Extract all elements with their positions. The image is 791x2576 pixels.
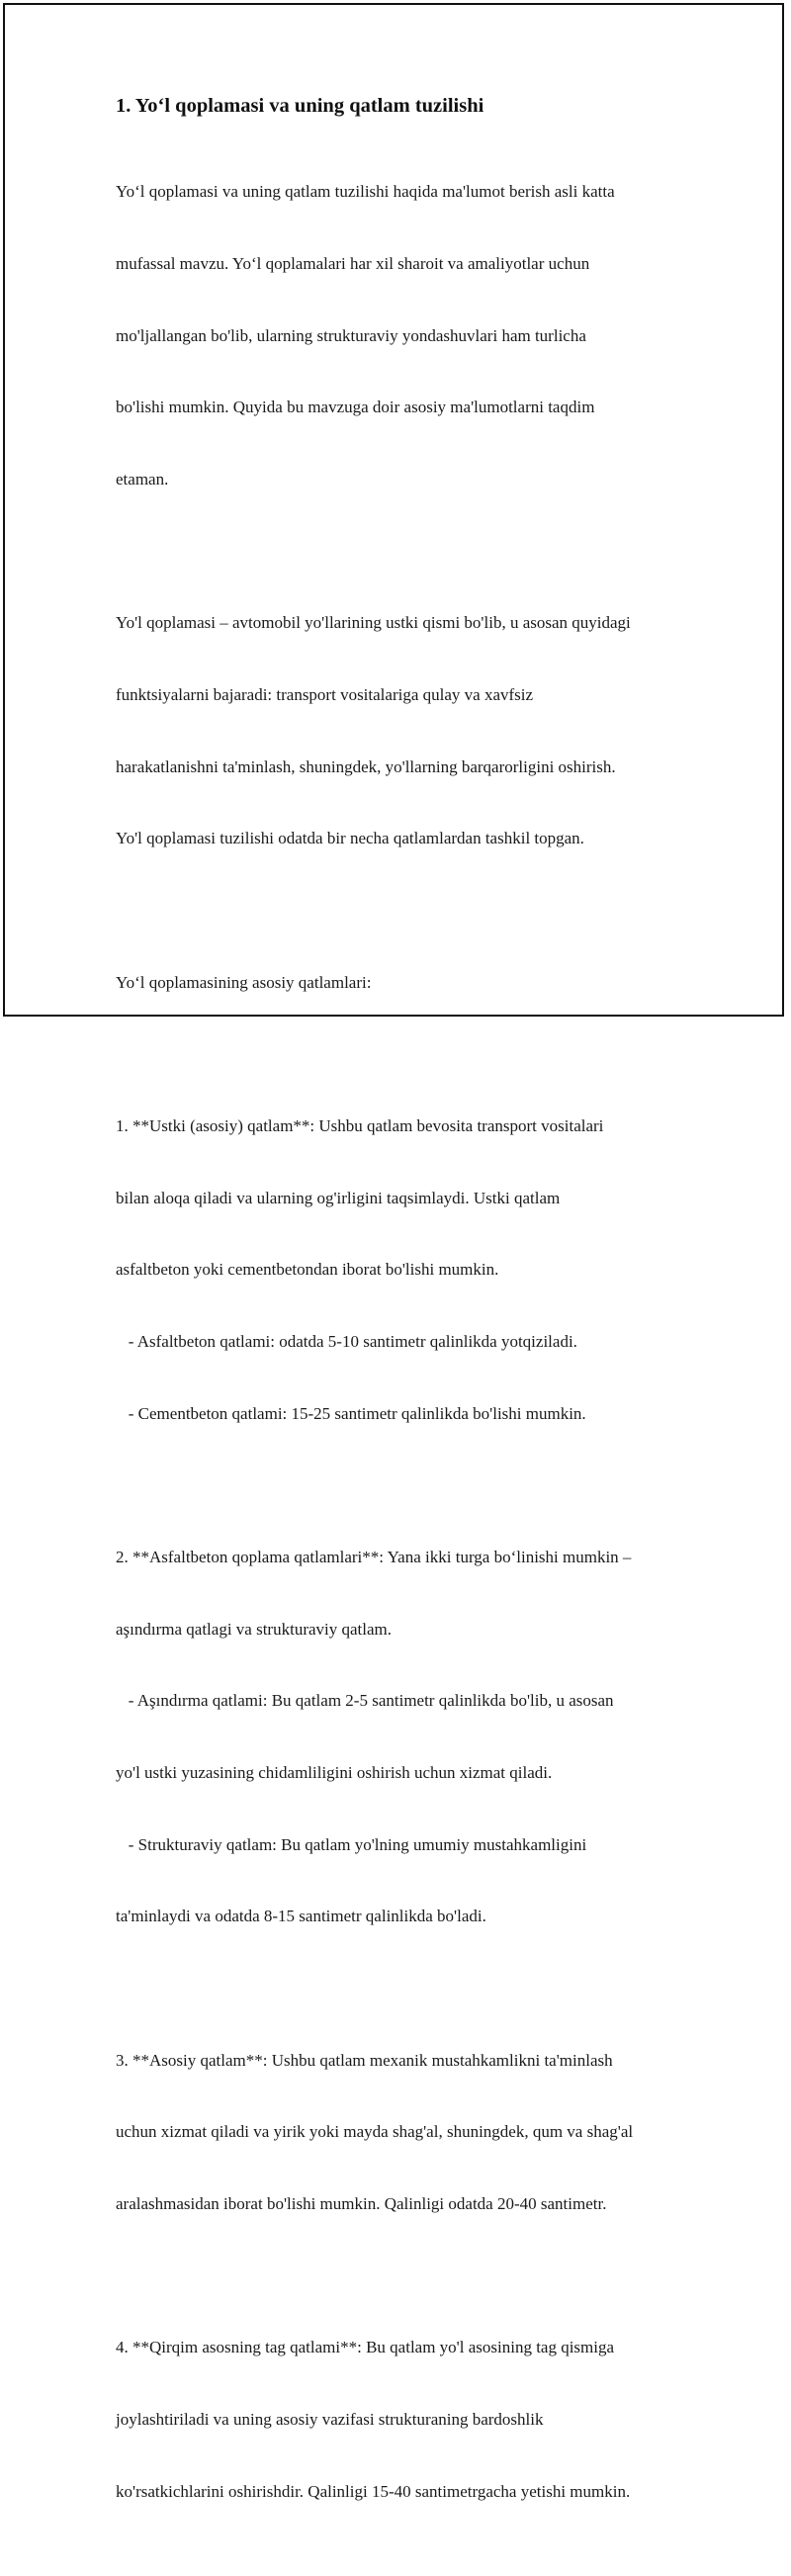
document-body <box>116 93 689 2576</box>
text-line: ko'rsatkichlarini oshirishdir. Qalinligi 15-40 santimetrgacha yetishi mumkin. <box>116 2481 631 2501</box>
list-item-2 <box>116 1498 689 1977</box>
paragraph-layers-heading <box>116 923 689 1042</box>
list-item-1 <box>116 1067 689 1473</box>
text-line: aşındırma qatlagi va strukturaviy qatlam. <box>116 1619 393 1639</box>
text-line: - Strukturaviy qatlam: Bu qatlam yo'lning umumiy mustahkamligini <box>116 1834 587 1854</box>
text-line: Yo‘l qoplamasi va uning qatlam tuzilishi haqida ma'lumot berish asli katta <box>116 182 615 202</box>
list-item-4 <box>116 2288 689 2551</box>
list-item-3 <box>116 2000 689 2264</box>
paragraph-definition <box>116 564 689 899</box>
text-line: bo'lishi mumkin. Quyida bu mavzuga doir asosiy ma'lumotlarni taqdim <box>116 398 595 417</box>
text-line: 1. **Ustki (asosiy) qatlam**: Ushbu qatlam bevosita transport vositalari <box>116 1116 604 1136</box>
text-line: uchun xizmat qiladi va yirik yoki mayda shag'al, shuningdek, qum va shag'al <box>116 2122 634 2142</box>
text-line: Yo‘l qoplamasining asosiy qatlamlari: <box>116 972 372 992</box>
text-line: 4. **Qirqim asosning tag qatlami**: Bu qatlam yo'l asosining tag qismiga <box>116 2338 615 2357</box>
text-line: asfaltbeton yoki cementbetondan iborat bo'lishi mumkin. <box>116 1260 499 1280</box>
text-line: ta'minlaydi va odatda 8-15 santimetr qalinlikda bo'ladi. <box>116 1907 486 1926</box>
text-line: 2. **Asfaltbeton qoplama qatlamlari**: Yana ikki turga bo‘linishi mumkin – <box>116 1548 632 1567</box>
text-line: yo'l ustki yuzasining chidamliligini oshirish uchun xizmat qiladi. <box>116 1763 553 1782</box>
text-line: funktsiyalarni bajaradi: transport vositalariga qulay va xavfsiz <box>116 684 534 704</box>
text-line: Yo'l qoplamasi tuzilishi odatda bir necha qatlamlardan tashkil topgan. <box>116 829 584 848</box>
text-line: - Aşındırma qatlami: Bu qatlam 2-5 santimetr qalinlikda bo'lib, u asosan <box>116 1691 614 1711</box>
document-title: 1. Yo‘l qoplamasi va uning qatlam tuzilishi <box>116 95 484 117</box>
text-line: - Asfaltbeton qatlami: odatda 5-10 santimetr qalinlikda yotqiziladi. <box>116 1332 577 1352</box>
text-line: joylashtiriladi va uning asosiy vazifasi strukturaning bardoshlik <box>116 2410 544 2430</box>
paragraph-intro <box>116 133 689 539</box>
text-line: mo'ljallangan bo'lib, ularning strukturaviy yondashuvlari ham turlicha <box>116 325 586 345</box>
text-line: bilan aloqa qiladi va ularning og'irligini taqsimlaydi. Ustki qatlam <box>116 1188 561 1207</box>
text-line: etaman. <box>116 469 169 489</box>
text-line: Yo'l qoplamasi – avtomobil yo'llarining ustki qismi bo'lib, u asosan quyidagi <box>116 613 631 633</box>
text-line: harakatlanishni ta'minlash, shuningdek, yo'llarning barqarorligini oshirish. <box>116 756 616 776</box>
text-line: aralashmasidan iborat bo'lishi mumkin. Qalinligi odatda 20-40 santimetr. <box>116 2193 607 2213</box>
text-line: - Cementbeton qatlami: 15-25 santimetr qalinlikda bo'lishi mumkin. <box>116 1403 586 1423</box>
text-line: 3. **Asosiy qatlam**: Ushbu qatlam mexanik mustahkamlikni ta'minlash <box>116 2050 613 2070</box>
text-line: mufassal mavzu. Yo‘l qoplamalari har xil sharoit va amaliyotlar uchun <box>116 254 590 274</box>
